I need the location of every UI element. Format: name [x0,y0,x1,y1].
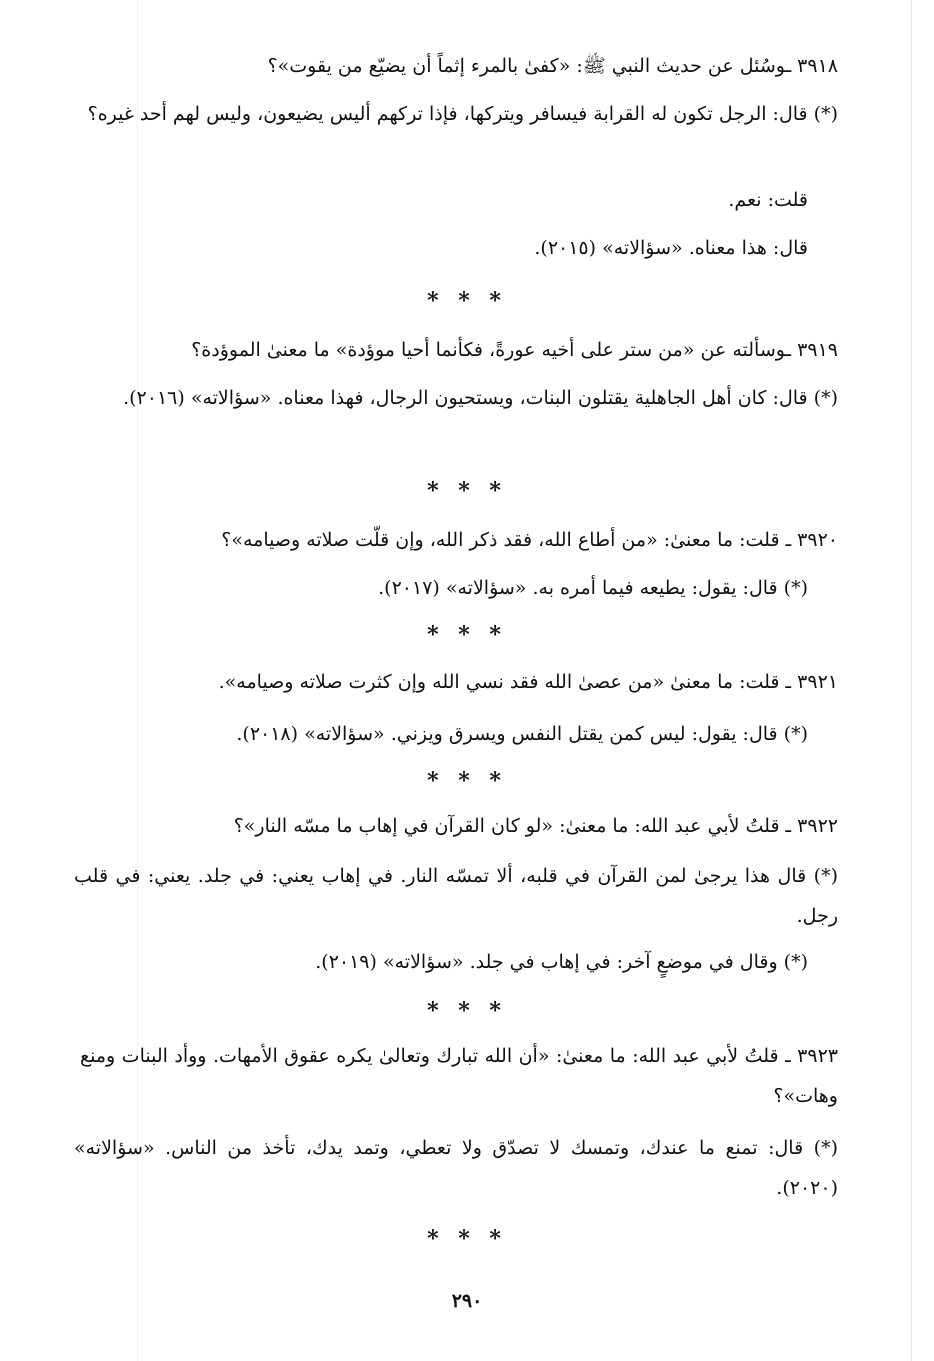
section-separator: * * * [427,1226,507,1252]
entry-3922-answer: (*) قال هذا يرجىٰ لمن القرآن في قلبه، ألا تمسّه النار. في إهاب يعني: في جلد. يعني: في قلب رجل. [74,865,838,927]
entry-3920-question: ٣٩٢٠ ـ قلت: ما معنىٰ: «من أطاع الله، فقد ذكر الله، وإن قلّت صلاته وصيامه»؟ [221,529,838,551]
entry-3919-question: ٣٩١٩ ـوسألته عن «من ستر على أخيه عورةً، فكأنما أحيا موؤدة» ما معنىٰ الموؤدة؟ [191,339,838,361]
entry-3918-closing: قال: هذا معناه. «سؤالاته» (٢٠١٥). [534,237,808,259]
entry-3919-answer: (*) قال: كان أهل الجاهلية يقتلون البنات، ويستحيون الرجال، فهذا معناه. «سؤالاته» (٢٠١٦). [123,387,838,409]
section-separator: * * * [427,622,507,648]
entry-3922-question: ٣٩٢٢ ـ قلتُ لأبي عبد الله: ما معنىٰ: «لو كان القرآن في إهاب ما مسّه النار»؟ [233,815,838,837]
entry-3918-reply: قلت: نعم. [728,189,808,211]
page-edge-line [911,0,912,1361]
section-separator: * * * [427,288,507,314]
entry-3921-question: ٣٩٢١ ـ قلت: ما معنىٰ «من عصىٰ الله فقد نسي الله وإن كثرت صلاته وصيامه». [218,671,838,693]
section-separator: * * * [427,998,507,1024]
page-number: ٢٩٠ [451,1290,483,1312]
entry-3923-question: ٣٩٢٣ ـ قلتُ لأبي عبد الله: ما معنىٰ: «أن الله تبارك وتعالىٰ يكره عقوق الأمهات. ووأد البنات ومنع وهات»؟ [80,1045,838,1107]
entry-3918-question: ٣٩١٨ ـوسُئل عن حديث النبي ﷺ: «كفىٰ بالمرء إثماً أن يضيّع من يقوت»؟ [267,55,838,77]
section-separator: * * * [427,768,507,794]
section-separator: * * * [427,478,507,504]
entry-3918-answer: (*) قال: الرجل تكون له القرابة فيسافر ويتركها، فإذا تركهم أليس يضيعون، وليس لهم أحد غيره؟ [87,103,838,125]
entry-3923-answer: (*) قال: تمنع ما عندك، وتمسك لا تصدّق ولا تعطي، وتمد يدك، تأخذ من الناس. «سؤالاته» (٢٠٢٠). [74,1137,838,1199]
entry-3921-answer: (*) قال: يقول: ليس كمن يقتل النفس ويسرق ويزني. «سؤالاته» (٢٠١٨). [236,723,808,745]
entry-3920-answer: (*) قال: يقول: يطيعه فيما أمره به. «سؤالاته» (٢٠١٧). [378,577,808,599]
entry-3922-answer-2: (*) وقال في موضعٍ آخر: في إهاب في جلد. «سؤالاته» (٢٠١٩). [315,951,808,973]
